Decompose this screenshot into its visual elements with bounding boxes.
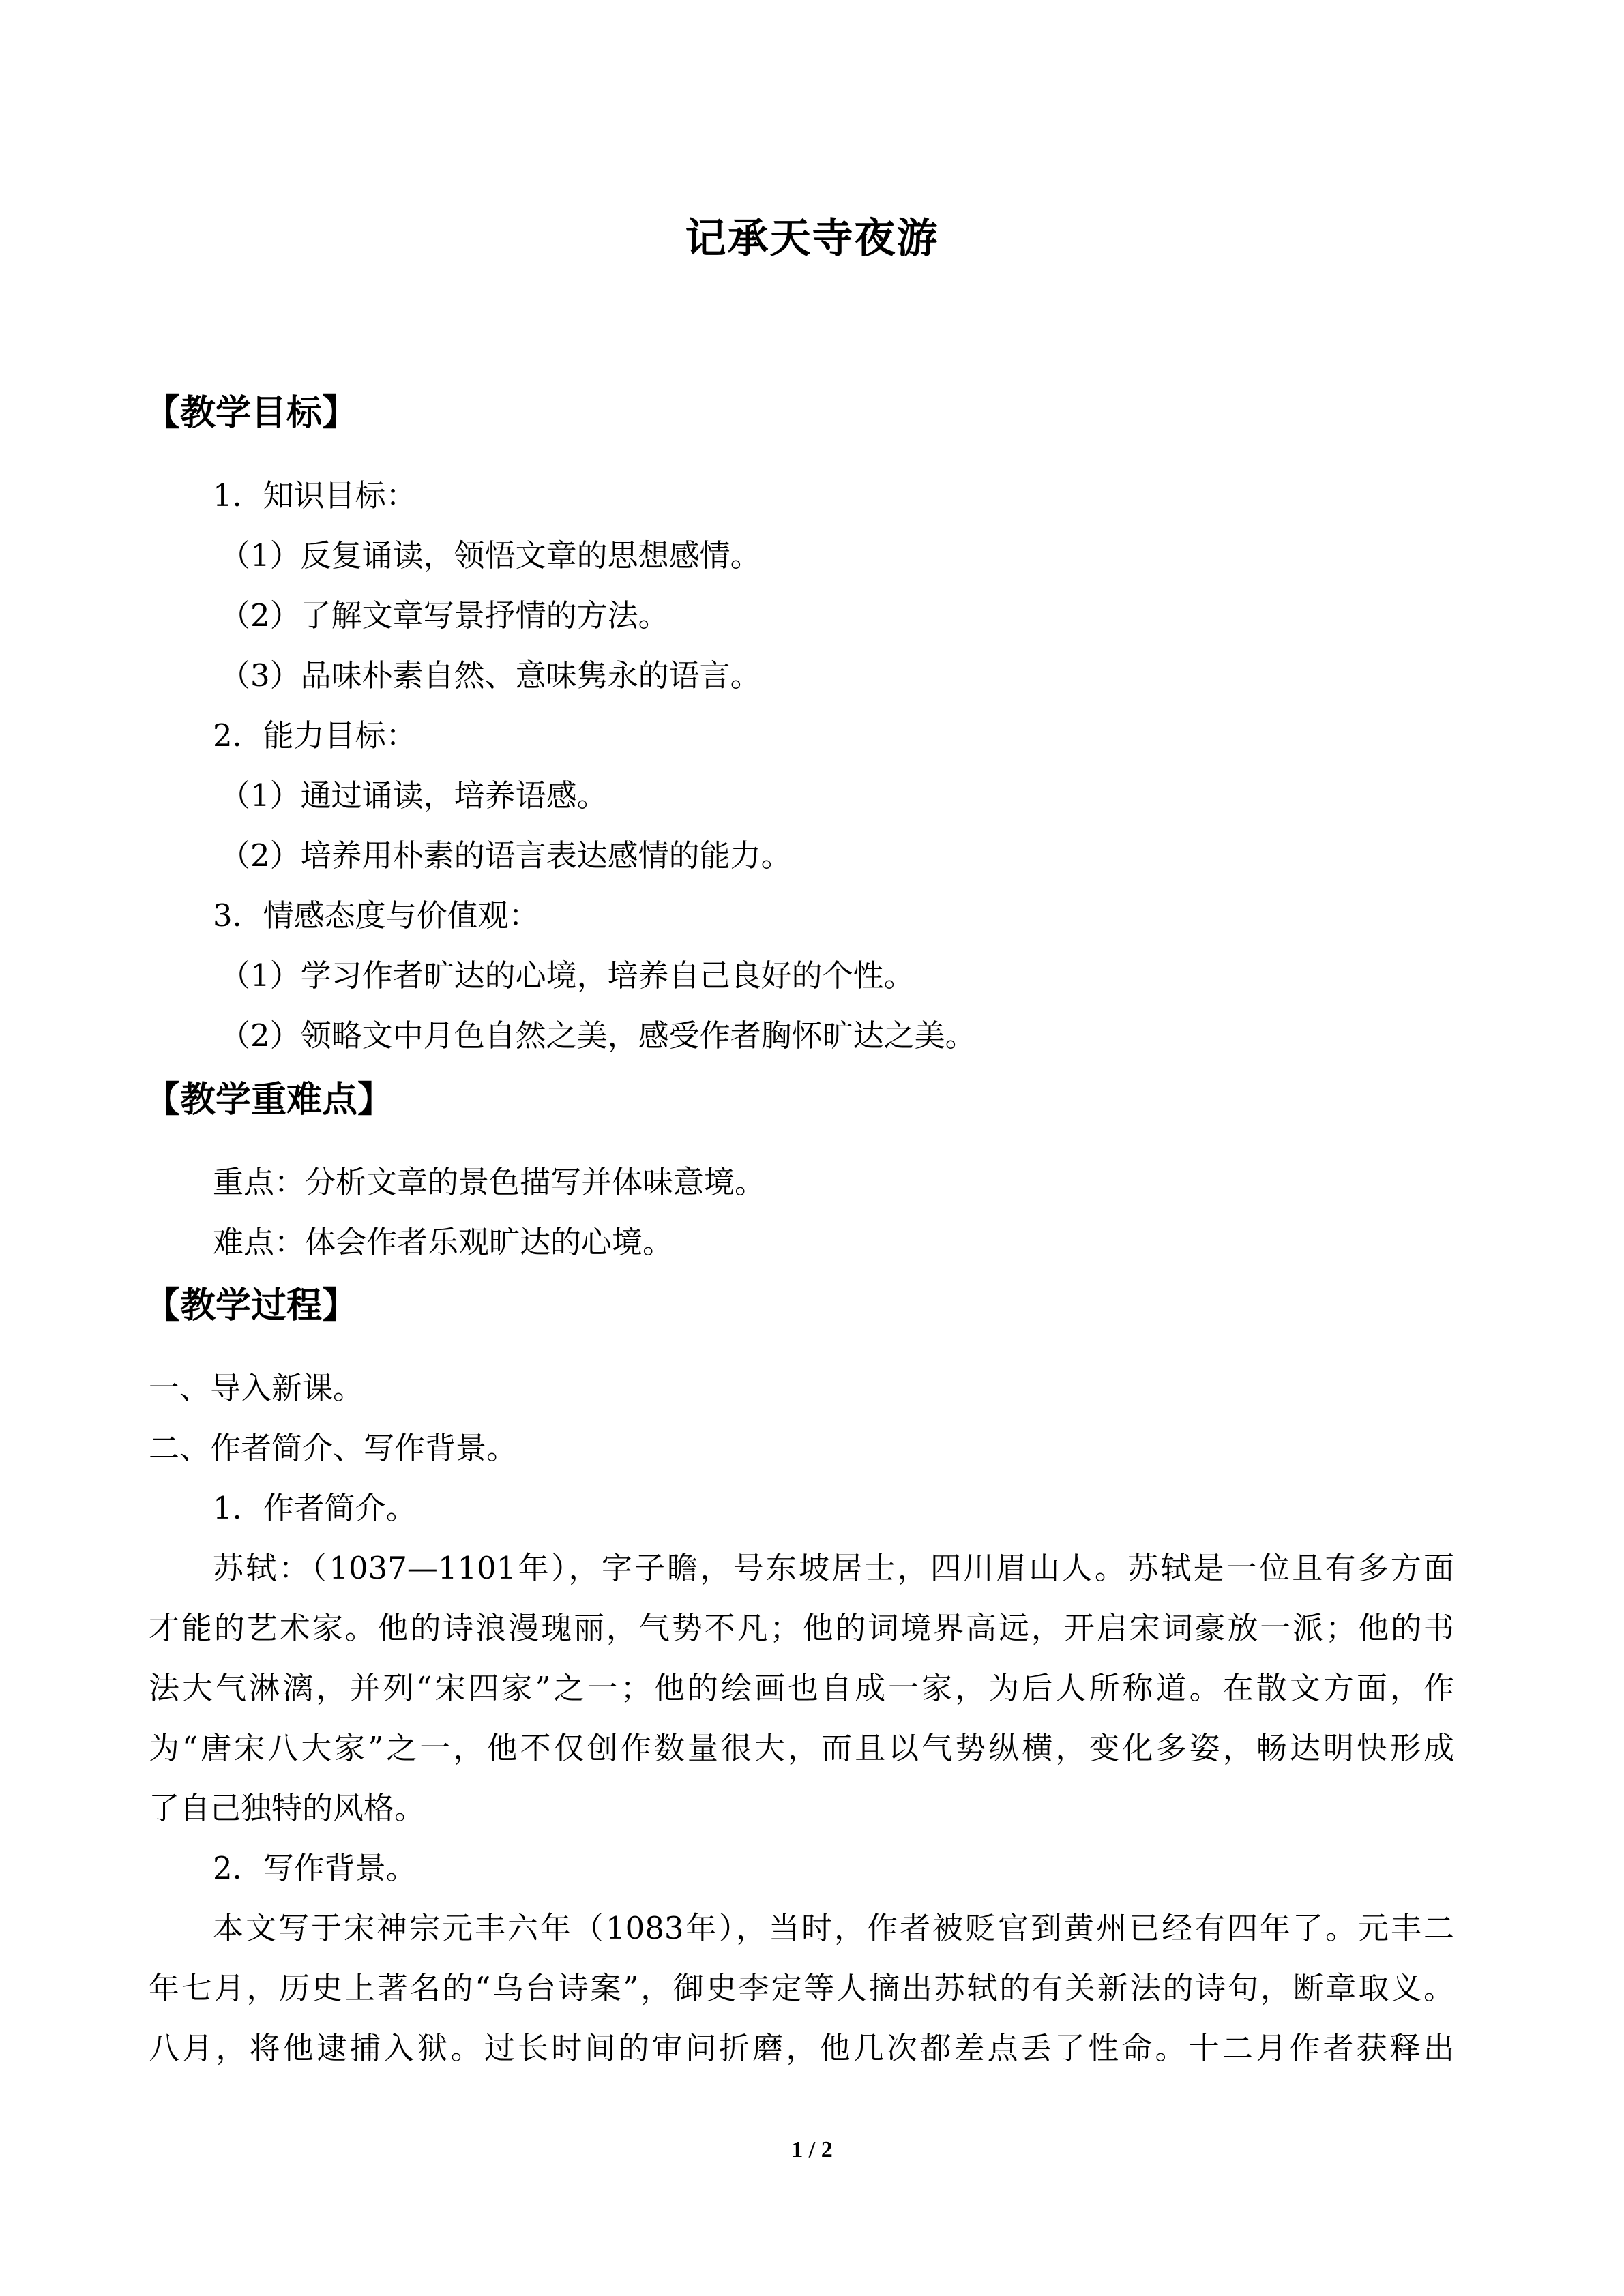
paragraph-line: 了自己独特的风格。 [149, 1790, 426, 1826]
author-intro-label: 1．作者简介。 [213, 1490, 417, 1526]
paragraph-line: 才能的艺术家。他的诗浪漫瑰丽，气势不凡；他的词境界高远，开启宋词豪放一派；他的书 [149, 1610, 1454, 1646]
section-heading-process: 【教学过程】 [145, 1285, 358, 1326]
list-item: （1）学习作者旷达的心境，培养自己良好的个性。 [220, 957, 915, 994]
list-item: （1）反复诵读，领悟文章的思想感情。 [220, 537, 761, 573]
knowledge-objective-label: 1．知识目标： [213, 477, 417, 513]
paragraph-line: 年七月，历史上著名的“乌台诗案”，御史李定等人摘出苏轼的有关新法的诗句，断章取义。 [149, 1970, 1454, 2006]
page-title: 记承天寺夜游 [685, 215, 939, 263]
process-step-intro: 一、导入新课。 [149, 1370, 364, 1406]
key-point-focus: 重点：分析文章的景色描写并体味意境。 [213, 1164, 766, 1200]
ability-objective-label: 2．能力目标： [213, 717, 417, 754]
list-item: （2）培养用朴素的语言表达感情的能力。 [220, 837, 792, 874]
list-item: （3）品味朴素自然、意味隽永的语言。 [220, 657, 761, 694]
page-number: 1 / 2 [791, 2137, 833, 2162]
emotion-objective-label: 3．情感态度与价值观： [213, 897, 540, 934]
list-item: （2）了解文章写景抒情的方法。 [220, 597, 669, 633]
paragraph-line: 苏轼：（1037—1101年），字子瞻，号东坡居士，四川眉山人。苏轼是一位且有多方面 [213, 1550, 1454, 1586]
list-item: （1）通过诵读，培养语感。 [220, 777, 608, 814]
list-item: （2）领略文中月色自然之美，感受作者胸怀旷达之美。 [220, 1017, 976, 1054]
key-point-difficulty: 难点：体会作者乐观旷达的心境。 [213, 1224, 674, 1260]
paragraph-line: 八月，将他逮捕入狱。过长时间的审问折磨，他几次都差点丢了性命。十二月作者获释出 [149, 2030, 1454, 2066]
section-heading-objectives: 【教学目标】 [145, 392, 358, 434]
section-heading-key-points: 【教学重难点】 [145, 1079, 394, 1120]
paragraph-line: 为“唐宋八大家”之一，他不仅创作数量很大，而且以气势纵横，变化多姿，畅达明快形成 [149, 1730, 1454, 1766]
paragraph-line: 法大气淋漓，并列“宋四家”之一；他的绘画也自成一家，为后人所称道。在散文方面，作 [149, 1670, 1454, 1706]
paragraph-line: 本文写于宋神宗元丰六年（1083年），当时，作者被贬官到黄州已经有四年了。元丰二 [213, 1910, 1454, 1946]
background-label: 2．写作背景。 [213, 1850, 417, 1886]
process-step-author: 二、作者简介、写作背景。 [149, 1430, 518, 1466]
